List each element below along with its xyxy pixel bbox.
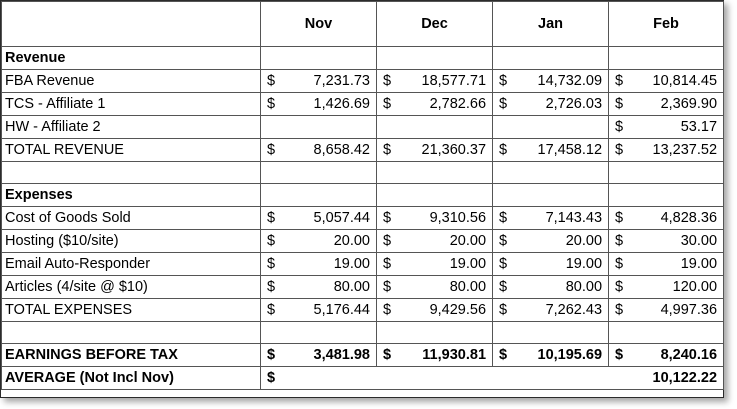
header-row: [2, 2, 724, 47]
table-row-total-revenue: [2, 139, 724, 162]
row-label[interactable]: Cost of Goods Sold: [2, 207, 261, 230]
currency-cell[interactable]: $: [609, 230, 635, 253]
value-cell[interactable]: 2,369.90: [635, 93, 724, 116]
value-cell[interactable]: 20.00: [403, 230, 493, 253]
value-cell[interactable]: 1,426.69: [287, 93, 377, 116]
row-label[interactable]: Articles (4/site @ $10): [2, 276, 261, 299]
row-label[interactable]: Hosting ($10/site): [2, 230, 261, 253]
value-cell[interactable]: 13,237.52: [635, 139, 724, 162]
value-cell[interactable]: 2,782.66: [403, 93, 493, 116]
currency-cell[interactable]: $: [377, 70, 403, 93]
currency-cell[interactable]: $: [493, 253, 519, 276]
currency-cell[interactable]: $: [261, 139, 287, 162]
section-label[interactable]: Expenses: [2, 184, 261, 207]
empty-cell[interactable]: [377, 116, 493, 139]
value-cell[interactable]: 7,262.43: [519, 299, 609, 322]
row-label[interactable]: TOTAL EXPENSES: [2, 299, 261, 322]
value-cell[interactable]: 19.00: [403, 253, 493, 276]
currency-cell[interactable]: $: [377, 344, 403, 367]
empty-cell[interactable]: [493, 322, 609, 344]
currency-cell[interactable]: $: [261, 299, 287, 322]
currency-cell[interactable]: $: [493, 70, 519, 93]
currency-cell[interactable]: $: [261, 253, 287, 276]
month-header[interactable]: Dec: [377, 2, 493, 47]
table-row-average: [2, 367, 724, 390]
currency-cell[interactable]: $: [261, 230, 287, 253]
value-cell[interactable]: 120.00: [635, 276, 724, 299]
empty-cell[interactable]: [2, 322, 261, 344]
value-cell[interactable]: 3,481.98: [287, 344, 377, 367]
value-cell[interactable]: 17,458.12: [519, 139, 609, 162]
table-row: [2, 116, 724, 139]
currency-cell[interactable]: $: [609, 299, 635, 322]
currency-cell[interactable]: $: [609, 344, 635, 367]
month-header[interactable]: Jan: [493, 2, 609, 47]
row-label[interactable]: EARNINGS BEFORE TAX: [2, 344, 261, 367]
value-cell[interactable]: 9,310.56: [403, 207, 493, 230]
empty-cell[interactable]: [609, 162, 724, 184]
currency-cell[interactable]: $: [609, 116, 635, 139]
empty-cell[interactable]: [377, 162, 493, 184]
blank-row: [2, 322, 724, 344]
value-cell[interactable]: 20.00: [287, 230, 377, 253]
empty-cell[interactable]: [377, 322, 493, 344]
value-cell[interactable]: 8,658.42: [287, 139, 377, 162]
value-cell[interactable]: 80.00: [287, 276, 377, 299]
value-cell[interactable]: 19.00: [519, 253, 609, 276]
month-header[interactable]: Nov: [261, 2, 377, 47]
value-cell[interactable]: 10,195.69: [519, 344, 609, 367]
row-label[interactable]: Email Auto-Responder: [2, 253, 261, 276]
section-row-expenses: [2, 184, 724, 207]
currency-cell[interactable]: $: [609, 207, 635, 230]
section-label[interactable]: Revenue: [2, 47, 261, 70]
currency-cell[interactable]: $: [609, 139, 635, 162]
currency-cell[interactable]: $: [377, 230, 403, 253]
empty-cell[interactable]: [493, 116, 609, 139]
currency-cell[interactable]: $: [493, 276, 519, 299]
currency-cell[interactable]: $: [493, 299, 519, 322]
empty-cell[interactable]: [609, 47, 724, 70]
empty-cell[interactable]: [493, 184, 609, 207]
currency-cell[interactable]: $: [261, 70, 287, 93]
value-cell[interactable]: 14,732.09: [519, 70, 609, 93]
value-cell[interactable]: 30.00: [635, 230, 724, 253]
blank-row: [2, 162, 724, 184]
table-row-total-expenses: [2, 299, 724, 322]
empty-cell[interactable]: [609, 322, 724, 344]
currency-cell[interactable]: $: [377, 93, 403, 116]
value-cell[interactable]: 7,231.73: [287, 70, 377, 93]
value-cell[interactable]: 7,143.43: [519, 207, 609, 230]
currency-cell[interactable]: $: [609, 93, 635, 116]
value-cell[interactable]: 19.00: [635, 253, 724, 276]
currency-cell[interactable]: $: [377, 299, 403, 322]
currency-cell[interactable]: $: [609, 276, 635, 299]
currency-cell[interactable]: $: [377, 253, 403, 276]
empty-cell[interactable]: [261, 47, 377, 70]
row-label[interactable]: HW - Affiliate 2: [2, 116, 261, 139]
table-row: [2, 230, 724, 253]
empty-cell[interactable]: [261, 162, 377, 184]
section-row-revenue: [2, 47, 724, 70]
value-cell[interactable]: 4,997.36: [635, 299, 724, 322]
currency-cell[interactable]: $: [261, 367, 287, 390]
empty-cell[interactable]: [2, 162, 261, 184]
row-label[interactable]: TOTAL REVENUE: [2, 139, 261, 162]
value-cell[interactable]: 18,577.71: [403, 70, 493, 93]
currency-cell[interactable]: $: [609, 70, 635, 93]
empty-cell[interactable]: [261, 322, 377, 344]
table-row: [2, 70, 724, 93]
value-cell[interactable]: 80.00: [403, 276, 493, 299]
currency-cell[interactable]: $: [261, 276, 287, 299]
value-cell[interactable]: 5,176.44: [287, 299, 377, 322]
currency-cell[interactable]: $: [377, 207, 403, 230]
average-value-cell[interactable]: 10,122.22: [287, 367, 724, 390]
table-row: [2, 276, 724, 299]
empty-cell[interactable]: [377, 184, 493, 207]
value-cell[interactable]: 53.17: [635, 116, 724, 139]
currency-cell[interactable]: $: [261, 344, 287, 367]
financial-table: [1, 1, 724, 390]
value-cell[interactable]: 4,828.36: [635, 207, 724, 230]
row-label[interactable]: FBA Revenue: [2, 70, 261, 93]
table-row: [2, 253, 724, 276]
empty-cell[interactable]: [261, 116, 377, 139]
currency-cell[interactable]: $: [261, 207, 287, 230]
currency-cell[interactable]: $: [493, 93, 519, 116]
empty-cell[interactable]: [493, 47, 609, 70]
currency-cell[interactable]: $: [493, 139, 519, 162]
table-row: [2, 93, 724, 116]
empty-cell[interactable]: [609, 184, 724, 207]
value-cell[interactable]: 80.00: [519, 276, 609, 299]
value-cell[interactable]: 19.00: [287, 253, 377, 276]
value-cell[interactable]: 8,240.16: [635, 344, 724, 367]
value-cell[interactable]: 5,057.44: [287, 207, 377, 230]
corner-cell[interactable]: [2, 2, 261, 47]
row-label[interactable]: AVERAGE (Not Incl Nov): [2, 367, 261, 390]
value-cell[interactable]: 9,429.56: [403, 299, 493, 322]
table-row: [2, 207, 724, 230]
currency-cell[interactable]: $: [493, 344, 519, 367]
empty-cell[interactable]: [261, 184, 377, 207]
value-cell[interactable]: 10,814.45: [635, 70, 724, 93]
empty-cell[interactable]: [377, 47, 493, 70]
table-row-earnings: [2, 344, 724, 367]
row-label[interactable]: TCS - Affiliate 1: [2, 93, 261, 116]
value-cell[interactable]: 21,360.37: [403, 139, 493, 162]
month-header[interactable]: Feb: [609, 2, 724, 47]
currency-cell[interactable]: $: [377, 276, 403, 299]
value-cell[interactable]: 11,930.81: [403, 344, 493, 367]
currency-cell[interactable]: $: [609, 253, 635, 276]
currency-cell[interactable]: $: [377, 139, 403, 162]
empty-cell[interactable]: [493, 162, 609, 184]
value-cell[interactable]: 2,726.03: [519, 93, 609, 116]
currency-cell[interactable]: $: [493, 230, 519, 253]
currency-cell[interactable]: $: [261, 93, 287, 116]
currency-cell[interactable]: $: [493, 207, 519, 230]
value-cell[interactable]: 20.00: [519, 230, 609, 253]
